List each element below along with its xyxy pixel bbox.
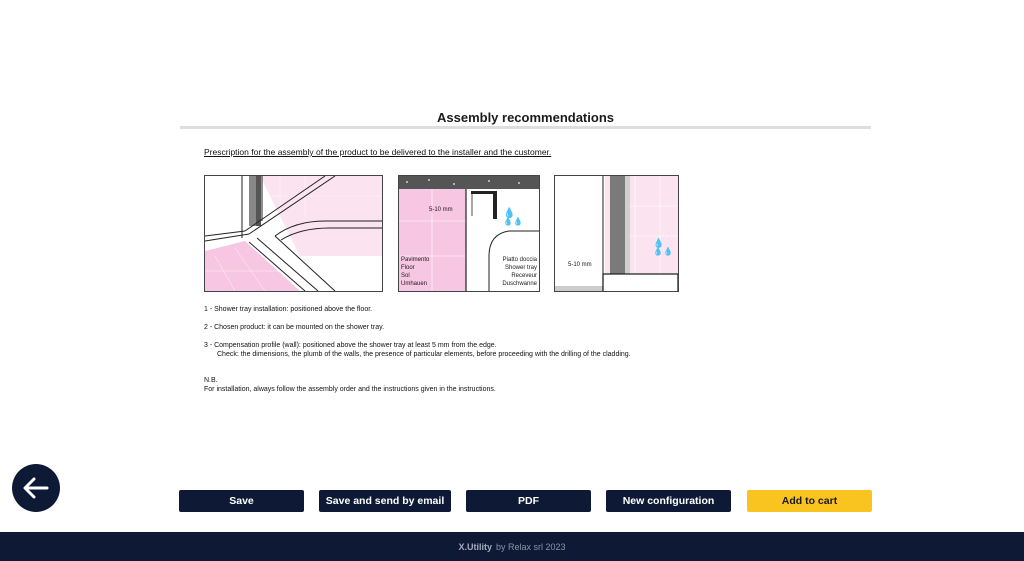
fig3-gap-label: 5-10 mm bbox=[568, 262, 592, 268]
label-piatto-doccia: Piatto doccia bbox=[502, 257, 537, 263]
water-drop-icon: 💧 💧💧 bbox=[653, 238, 673, 256]
prescription-text: Prescription for the assembly of the product to be delivered to the installer and the customer. bbox=[204, 147, 552, 157]
label-floor: Floor bbox=[401, 265, 415, 271]
nb-block bbox=[204, 376, 496, 394]
note-item-3-line-2: Check: the dimensions, the plumb of the walls, the presence of particular elements, before proceeding with the drilling of the cladding. bbox=[217, 351, 631, 358]
water-drop-icon: 💧 💧💧 bbox=[503, 208, 523, 226]
title-divider bbox=[180, 126, 871, 129]
arrow-left-icon bbox=[23, 477, 49, 499]
fig2-right-labels bbox=[502, 256, 537, 288]
footer-brand: X.Utility bbox=[458, 541, 492, 552]
back-button[interactable] bbox=[12, 464, 60, 512]
footer bbox=[0, 532, 1024, 561]
figure-floor-shower-tray-section bbox=[398, 175, 540, 292]
label-receveur: Receveur bbox=[511, 273, 537, 279]
add-to-cart-button[interactable]: Add to cart bbox=[747, 490, 872, 512]
footer-text: by Relax srl 2023 bbox=[495, 541, 566, 552]
nb-text: For installation, always follow the assembly order and the instructions given in the instructions. bbox=[204, 386, 496, 393]
label-umhauen: Umhauen bbox=[401, 281, 428, 287]
note-item-3-line-1: 3 - Compensation profile (wall): positioned above the shower tray at least 5 mm from the edge. bbox=[204, 342, 497, 349]
label-duschwanne: Duschwanne bbox=[502, 281, 537, 287]
save-and-email-button[interactable]: Save and send by email bbox=[319, 490, 451, 512]
fig2-gap-label: 5-10 mm bbox=[429, 207, 453, 213]
label-sol: Sol bbox=[401, 273, 410, 279]
nb-title: N.B. bbox=[204, 377, 218, 384]
page-title: Assembly recommendations bbox=[436, 110, 614, 125]
label-pavimento: Pavimento bbox=[401, 257, 430, 263]
fig2-left-labels bbox=[401, 256, 429, 288]
new-configuration-button[interactable]: New configuration bbox=[606, 490, 731, 512]
note-item-1: 1 - Shower tray installation: positioned above the floor. bbox=[204, 306, 373, 313]
figure-wall-profile-section bbox=[554, 175, 679, 292]
note-item-3 bbox=[204, 341, 631, 359]
label-shower-tray: Shower tray bbox=[504, 265, 537, 271]
pdf-button[interactable]: PDF bbox=[466, 490, 591, 512]
save-button[interactable]: Save bbox=[179, 490, 304, 512]
note-item-2: 2 - Chosen product: it can be mounted on the shower tray. bbox=[204, 324, 385, 331]
figure-shower-tray-on-floor bbox=[204, 175, 383, 292]
